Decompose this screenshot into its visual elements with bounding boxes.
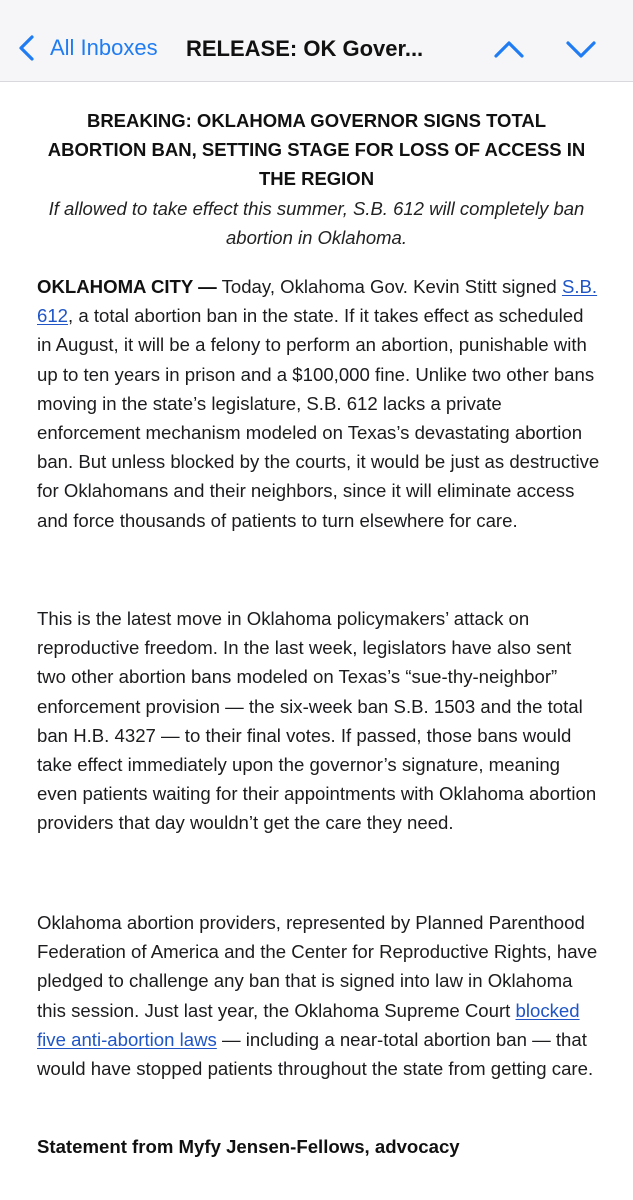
statement-heading: Statement from Myfy Jensen-Fellows, advocacy: [37, 1136, 460, 1157]
back-to-inboxes-button[interactable]: [16, 30, 158, 66]
sb-612-link[interactable]: S.B. 612: [37, 276, 598, 327]
body-paragraph-1: [37, 272, 603, 535]
email-subject-title: RELEASE: OK Gover...: [186, 36, 424, 61]
body-paragraph-3: [37, 908, 603, 1083]
email-headline: BREAKING: OKLAHOMA GOVERNOR SIGNS TOTAL ABORTION BAN, SETTING STAGE FOR LOSS OF ACCESS IN THE REGION: [47, 110, 586, 189]
previous-message-button[interactable]: [492, 34, 526, 64]
paragraph-text: — including a near-total abortion ban — that would have stopped patients throughout the state from getting care.: [37, 1028, 594, 1080]
back-button-label: All Inboxes: [50, 35, 158, 60]
paragraph-text: Today, Oklahoma Gov. Kevin Stitt signed: [216, 276, 562, 297]
chevron-down-icon: [564, 34, 598, 64]
paragraph-text: , a total abortion ban in the state. If it takes effect as scheduled in August, it will be a felony to perform an abortion, punishable with up to ten years in prison and a $100,000 fine. Unlike two other bans moving in the state’s legislature, S.B. 612 lacks a private enforcement mechanism modeled on Texas’s devastating abortion ban. But unless blocked by the courts, it would be just as destructive for Oklahomans and their neighbors, since it will eliminate access and force thousands of patients to turn elsewhere for care.: [37, 305, 600, 531]
dateline: OKLAHOMA CITY —: [37, 276, 217, 297]
blocked-laws-link[interactable]: blocked five anti-abortion laws: [37, 999, 580, 1050]
chevron-up-icon: [492, 34, 526, 64]
mail-navigation-bar: [0, 0, 633, 82]
email-subheadline: If allowed to take effect this summer, S.B. 612 will completely ban abortion in Oklahoma.: [48, 198, 585, 248]
paragraph-text: Oklahoma abortion providers, represented by Planned Parenthood Federation of America and the Center for Reproductive Rights, have pledged to challenge any ban that is signed into law in Oklahoma this session. Just last year, the Oklahoma Supreme Court: [37, 912, 598, 1021]
body-paragraph-2: This is the latest move in Oklahoma policymakers’ attack on reproductive freedom. In the last week, legislators have also sent two other abortion bans modeled on Texas’s “sue-thy-neighbor” enforcement provision — the six-week ban S.B. 1503 and the total ban H.B. 4327 — to their final votes. If passed, those bans would take effect immediately upon the governor’s signature, meaning even patients waiting for their appointments with Oklahoma abortion providers that day wouldn’t get the care they need.: [37, 608, 597, 834]
next-message-button[interactable]: [564, 34, 598, 64]
chevron-left-icon: [16, 33, 40, 63]
